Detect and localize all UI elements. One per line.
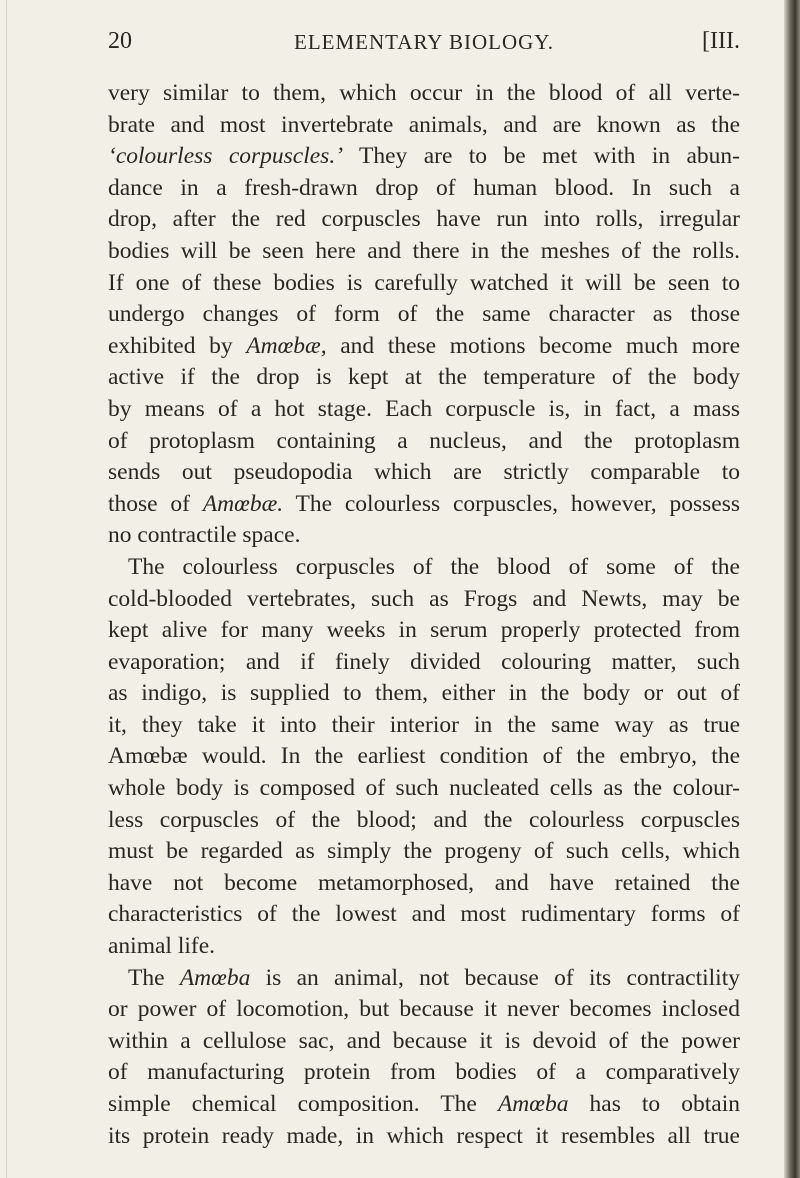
text-segment: undergo changes of form of the same character as those xyxy=(108,301,740,328)
body-text xyxy=(108,78,740,1152)
text-line xyxy=(108,868,740,900)
text-segment: evaporation; and if finely divided colouring matter, such xyxy=(108,648,740,675)
text-line xyxy=(108,173,740,205)
text-segment: The colourless corpuscles, however, possess xyxy=(283,490,740,517)
text-segment: animal life. xyxy=(108,933,216,960)
chapter-marker: [III. xyxy=(702,28,740,54)
text-line xyxy=(108,899,740,931)
text-line xyxy=(108,362,740,394)
text-line xyxy=(108,141,740,173)
text-line xyxy=(108,394,740,426)
italic-text: ‘colourless corpuscles.’ xyxy=(108,143,344,170)
text-segment: characteristics of the lowest and most rudimentary forms of xyxy=(108,901,740,928)
text-segment: of manufacturing protein from bodies of a comparatively xyxy=(108,1059,740,1086)
text-line xyxy=(108,1057,740,1089)
text-segment: exhibited by xyxy=(108,332,247,359)
text-line xyxy=(108,520,740,552)
text-segment: as indigo, is supplied to them, either in the body or out of xyxy=(108,680,740,707)
text-segment: has to obtain xyxy=(568,1091,740,1117)
italic-text: Amœbæ, xyxy=(246,332,327,359)
text-line xyxy=(108,1026,740,1058)
page-header xyxy=(108,20,740,60)
text-line xyxy=(108,678,740,710)
italic-text: Amœba xyxy=(179,964,251,991)
text-segment: is an animal, not because of its contractility xyxy=(250,964,740,991)
text-line xyxy=(108,78,740,110)
text-line xyxy=(108,204,740,236)
text-segment: its protein ready made, in which respect it resembles all true xyxy=(108,1122,740,1149)
text-segment: of protoplasm containing a nucleus, and the protoplasm xyxy=(108,427,740,454)
book-binding-edge xyxy=(784,0,800,1178)
page-number: 20 xyxy=(108,28,132,54)
text-line xyxy=(108,741,740,773)
text-segment: it, they take it into their interior in the same way as true xyxy=(108,711,740,738)
text-segment: whole body is composed of such nucleated cells as the colour- xyxy=(108,775,740,802)
text-line xyxy=(108,457,740,489)
text-line xyxy=(108,236,740,268)
text-line xyxy=(108,1121,740,1153)
text-segment: within a cellulose sac, and because it is devoid of the power xyxy=(108,1027,740,1054)
text-segment: The colourless corpuscles of the blood of some of the xyxy=(128,553,740,580)
text-segment: must be regarded as simply the progeny of such cells, which xyxy=(108,838,740,865)
text-line xyxy=(108,426,740,458)
text-segment: no contractile space. xyxy=(108,522,301,549)
text-line xyxy=(108,994,740,1026)
text-segment: active if the drop is kept at the temperature of the body xyxy=(108,364,740,391)
text-segment: or power of locomotion, but because it never becomes inclosed xyxy=(108,996,740,1023)
text-line xyxy=(108,805,740,837)
text-segment: simple chemical composition. The xyxy=(108,1091,498,1117)
text-line xyxy=(108,647,740,679)
text-segment: If one of these bodies is carefully watched it will be seen to xyxy=(108,269,740,296)
italic-text: Amœbæ. xyxy=(202,490,284,517)
italic-text: Amœba xyxy=(497,1091,569,1117)
text-line xyxy=(108,773,740,805)
text-line xyxy=(108,931,740,963)
text-segment: those of xyxy=(108,490,203,517)
text-line xyxy=(108,1089,740,1121)
text-line xyxy=(108,489,740,521)
text-segment: by means of a hot stage. Each corpuscle is, in fact, a mass xyxy=(108,395,740,422)
text-segment: brate and most invertebrate animals, and are known as the xyxy=(108,111,740,138)
text-segment: very similar to them, which occur in the blood of all verte- xyxy=(108,80,740,106)
text-line xyxy=(108,331,740,363)
text-line xyxy=(108,268,740,300)
text-segment: and these motions become much more xyxy=(326,332,741,359)
page-left-edge xyxy=(6,0,7,1178)
text-segment: cold-blooded vertebrates, such as Frogs and Newts, may be xyxy=(108,585,740,612)
text-line xyxy=(108,836,740,868)
text-line xyxy=(108,299,740,331)
text-segment: kept alive for many weeks in serum properly protected from xyxy=(108,617,740,644)
text-segment: They are to be met with in abun- xyxy=(343,143,741,170)
text-line xyxy=(108,963,740,995)
text-line xyxy=(108,110,740,142)
text-line xyxy=(108,584,740,616)
text-segment: bodies will be seen here and there in the meshes of the rolls. xyxy=(108,237,740,264)
text-line xyxy=(108,615,740,647)
text-segment: sends out pseudopodia which are strictly comparable to xyxy=(108,459,740,486)
text-segment: have not become metamorphosed, and have retained the xyxy=(108,869,740,896)
text-segment: Amœbæ would. In the earliest condition of the embryo, the xyxy=(108,743,740,770)
text-segment: The xyxy=(128,964,180,991)
text-line xyxy=(108,552,740,584)
text-segment: drop, after the red corpuscles have run into rolls, irregular xyxy=(108,206,740,233)
running-title: ELEMENTARY BIOLOGY. xyxy=(294,30,554,54)
text-segment: less corpuscles of the blood; and the colourless corpuscles xyxy=(108,806,740,833)
text-line xyxy=(108,710,740,742)
text-segment: dance in a fresh-drawn drop of human blood. In such a xyxy=(108,174,740,201)
